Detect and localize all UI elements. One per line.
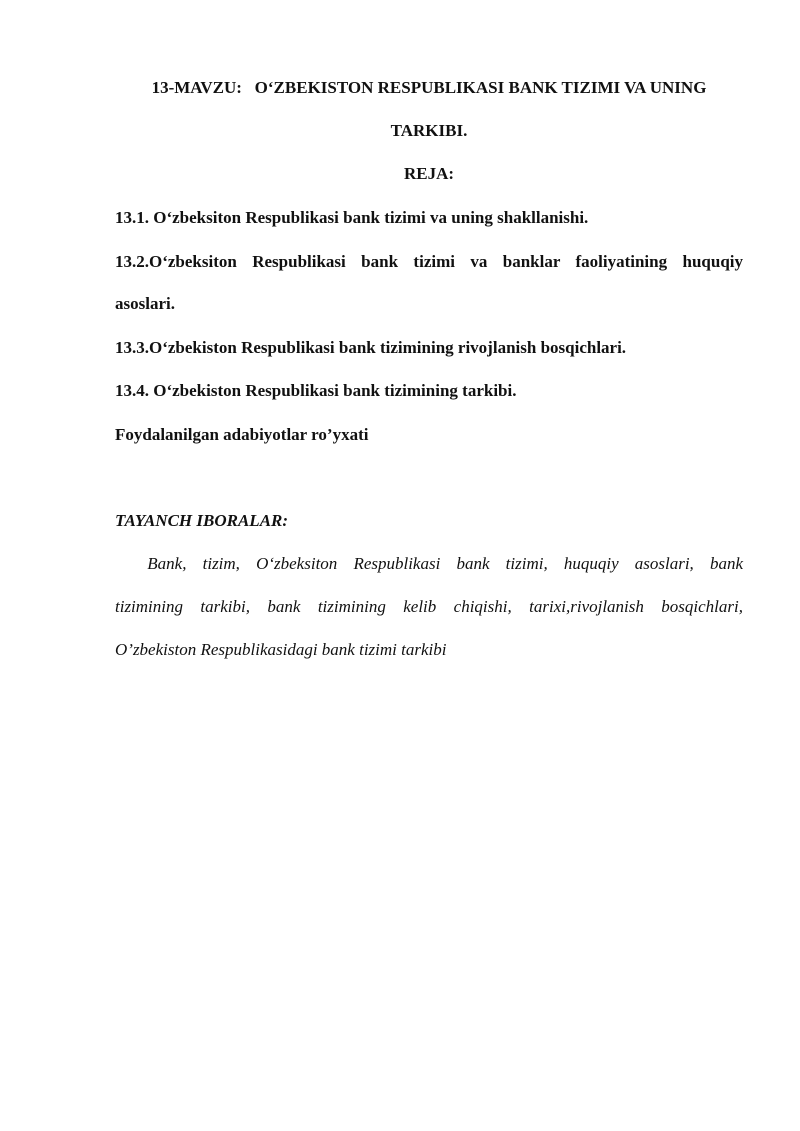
keywords-heading: TAYANCH IBORALAR: [115, 511, 289, 530]
keywords-line-1: Bank, tizim, O‘zbeksiton Respublikasi bank tizimi, huquqiy asoslari, bank [115, 554, 743, 573]
plan-item-13-2-line-2: asoslari. [115, 294, 175, 313]
plan-heading: REJA: [403, 164, 455, 183]
document-title-line-2: TARKIBI. [390, 121, 468, 140]
plan-item-13-4: 13.4. O‘zbekiston Respublikasi bank tizimining tarkibi. [115, 381, 517, 400]
document-title-line-1: 13-MAVZU: O‘ZBEKISTON RESPUBLIKASI BANK TIZIMI VA UNING [151, 78, 707, 97]
plan-item-13-2-line-1: 13.2.O‘zbeksiton Respublikasi bank tizimi va banklar faoliyatining huquqiy [115, 252, 743, 271]
plan-item-13-1: 13.1. O‘zbeksiton Respublikasi bank tizimi va uning shakllanishi. [115, 208, 589, 227]
keywords-line-3: O’zbekiston Respublikasidagi bank tizimi tarkibi [115, 640, 447, 659]
plan-item-13-3: 13.3.O‘zbekiston Respublikasi bank tizimining rivojlanish bosqichlari. [115, 338, 627, 357]
keywords-line-2: tizimining tarkibi, bank tizimining kelib chiqishi, tarixi,rivojlanish bosqichlari, [115, 597, 743, 616]
plan-item-references: Foydalanilgan adabiyotlar ro’yxati [115, 425, 369, 444]
